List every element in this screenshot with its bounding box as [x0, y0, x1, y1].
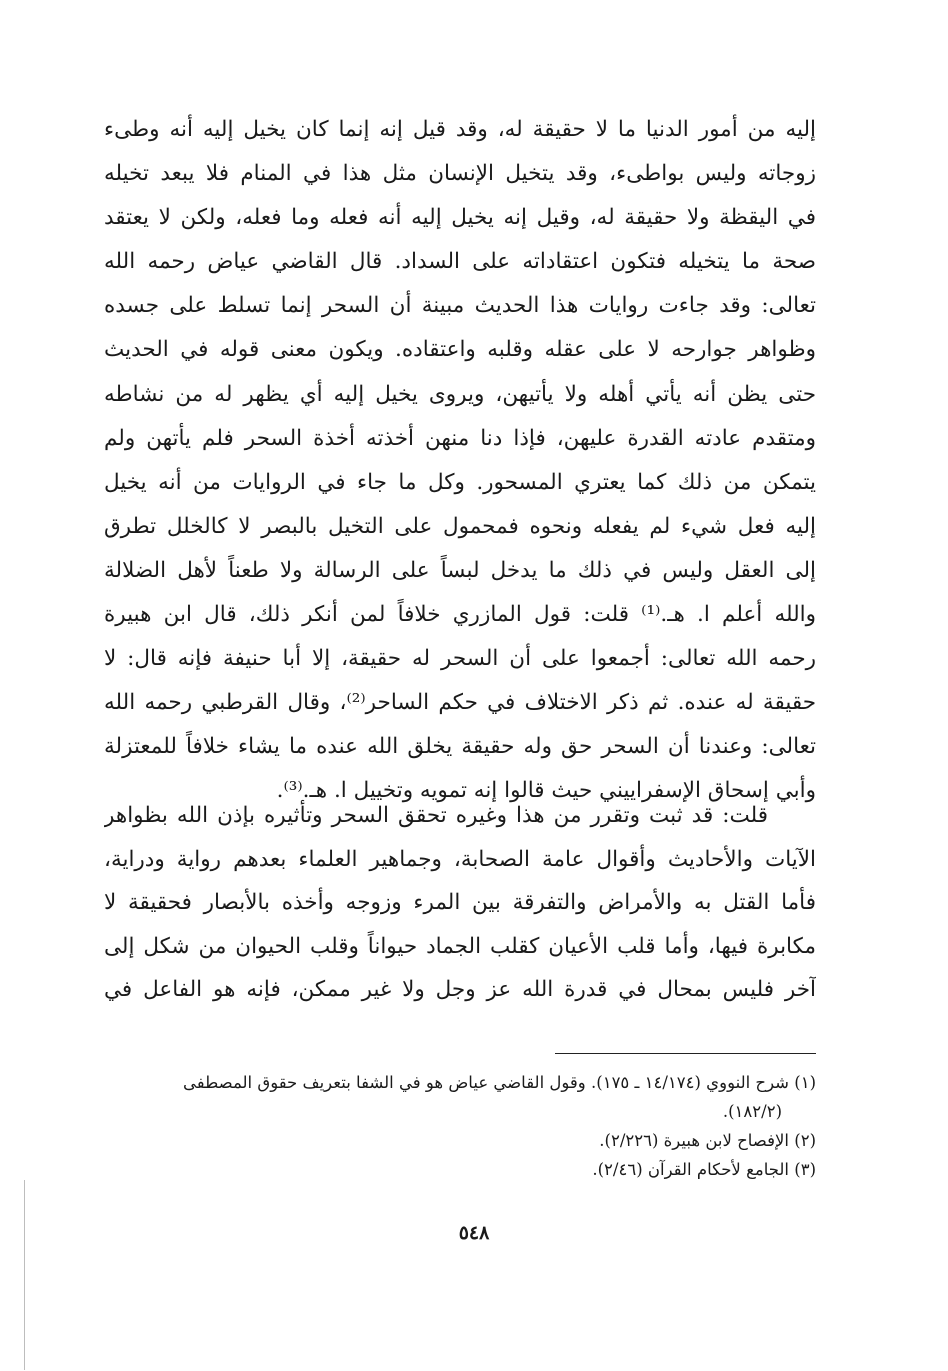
text-line: تعالى: وعندنا أن السحر حق وله حقيقة يخلق الله عنده ما يشاء خلافاً للمعتزلة [104, 734, 816, 760]
text-line: في اليقظة ولا حقيقة له، وقيل إنه يخيل إليه أنه فعله وما فعله، ولكن لا يعتقد [104, 205, 816, 231]
text-line: إلى العقل وليس في ذلك ما يدخل لبساً على الرسالة ولا طعناً لأهل الضلالة [104, 557, 816, 583]
footnote-1: (١) شرح النووي (١٤/١٧٤ ـ ١٧٥). وقول القاضي عياض هو في الشفا بتعريف حقوق المصطفى [183, 1073, 816, 1092]
text-line: صحة ما يتخيله فتكون اعتقاداته على السداد. قال القاضي عياض رحمه الله [104, 249, 816, 275]
text-line: آخر فليس بمحال في قدرة الله عز وجل ولا غير ممكن، فإنه هو الفاعل في [104, 977, 816, 1002]
text-line: حقيقة له عنده. ثم ذكر الاختلاف في حكم الساحر⁽²⁾، وقال القرطبي رحمه الله [104, 690, 816, 716]
text-line: زوجاته وليس بواطىء، وقد يتخيل الإنسان مثل هذا في المنام فلا يبعد تخيله [104, 161, 816, 187]
text-line: إليه فعل شيء لم يفعله ونحوه فمحمول على التخيل بالبصر لا كالخلل تطرق [104, 513, 816, 539]
text-line: حتى يظن أنه يأتي أهله ولا يأتيهن، ويروى يخيل إليه أي يظهر له من نشاطه [104, 381, 816, 407]
text-line: إليه من أمور الدنيا ما لا حقيقة له، وقد قيل إنه إنما كان يخيل إليه أنه وطىء [104, 117, 816, 142]
text-line: ومتقدم عادته القدرة عليهن، فإذا دنا منهن أخذته أخذة السحر فلم يأتهن ولم [104, 425, 816, 451]
text-line: رحمه الله تعالى: أجمعوا على أن السحر له حقيقة، إلا أبا حنيفة فإنه قال: لا [104, 646, 816, 672]
page-number: ٥٤٨ [458, 1222, 490, 1244]
footnote-2: (٢) الإفصاح لابن هبيرة (٢/٢٢٦). [599, 1131, 816, 1150]
footnote-1-continued: (١٨٢/٢). [722, 1102, 782, 1121]
text-line: مكابرة فيها، وأما قلب الأعيان كقلب الجماد حيواناً وقلب الحيوان من شكل إلى [104, 933, 816, 959]
paragraph-main [104, 108, 816, 814]
text-line: فأما القتل به والأمراض والتفرقة بين المرء وزوجه وأخذه بالأبصار فحقيقة لا [104, 890, 816, 915]
text-line: وأبي إسحاق الإسفراييني حيث قالوا إنه تمويه وتخييل ا. هـ.⁽³⁾. [276, 778, 816, 804]
text-line: يتمكن من ذلك كما يعتري المسحور. وكل ما جاء في الروايات من أنه يخيل [104, 469, 816, 495]
footnotes [104, 1068, 816, 1184]
text-line: وظواهر جوارحه لا على عقله وقلبه واعتقاده. ويكون معنى قوله في الحديث [104, 337, 816, 363]
paragraph-conclusion [104, 794, 816, 1012]
scan-edge-line [24, 1180, 25, 1370]
footnote-separator [555, 1053, 816, 1054]
text-line: قلت: قد ثبت وتقرر من هذا وغيره تحقق السحر وتأثيره بإذن الله بظواهر [104, 803, 768, 828]
footnote-3: (٣) الجامع لأحكام القرآن (٢/٤٦). [592, 1160, 816, 1179]
text-line: والله أعلم ا. هـ.⁽¹⁾ قلت: قول المازري خلافاً لمن أنكر ذلك، قال ابن هبيرة [104, 602, 816, 628]
text-line: تعالى: وقد جاءت روايات هذا الحديث مبينة أن السحر إنما تسلط على جسده [104, 293, 816, 319]
text-line: الآيات والأحاديث وأقوال عامة الصحابة، وجماهير العلماء بعدهم رواية ودراية، [104, 846, 816, 872]
